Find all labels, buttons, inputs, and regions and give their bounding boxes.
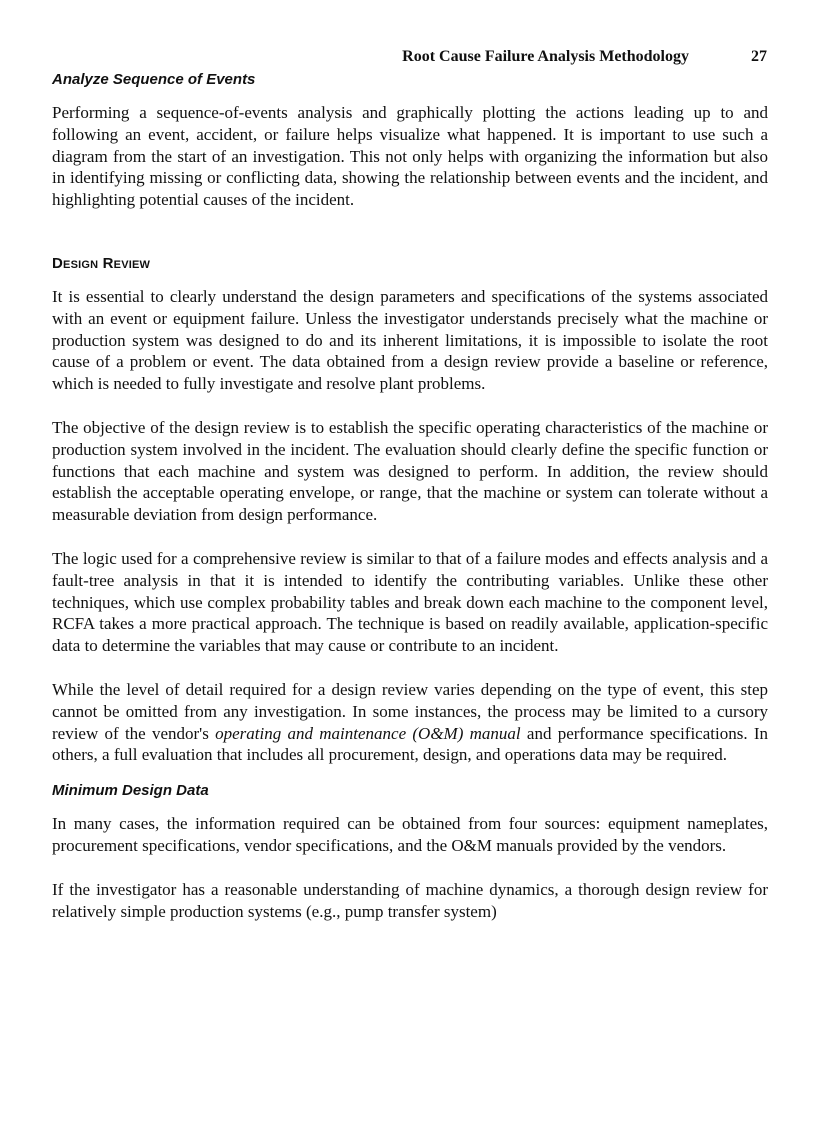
heading-design-review: Design Review	[52, 254, 151, 272]
paragraph-sequence: Performing a sequence-of-events analysis and graphically plotting the actions leading up to and following an event, accident, or failure helps visualize what happened. It is important to use such a diagram from the start of an investigation. This not only helps with organizing the information but also in identifying missing or conflicting data, showing the relationship between events and the incident, and highlighting potential causes of the incident.	[52, 103, 768, 210]
paragraph-design-review-4	[52, 679, 768, 766]
paragraph-minimum-design-data-2: If the investigator has a reasonable understanding of machine dynamics, a thorough design review for relatively simple production systems (e.g., pump transfer system)	[52, 879, 768, 921]
paragraph-design-review-1: It is essential to clearly understand the design parameters and specifications of the systems associated with an event or equipment failure. Unless the investigator understands precisely what the machine or production system was designed to do and its inherent limitations, it is impossible to isolate the root cause of a problem or event. The data obtained from a design review provide a baseline or reference, which is needed to fully investigate and resolve plant problems.	[52, 286, 768, 394]
running-header	[52, 46, 768, 70]
chapter-title: Root Cause Failure Analysis Methodology	[402, 48, 689, 65]
paragraph-design-review-4-start: While the level of detail required for a design review varies depending on the type of event, this step cannot be omitted from any investigation. In some instances, the process may be limited to a cursory review of the vendor's	[52, 679, 768, 743]
heading-analyze-sequence: Analyze Sequence of Events	[52, 71, 256, 88]
heading-minimum-design-data: Minimum Design Data	[52, 782, 209, 800]
page-number: 27	[751, 48, 767, 65]
paragraph-minimum-design-data-1: In many cases, the information required can be obtained from four sources: equipment nameplates, procurement specifications, vendor specifications, and the O&M manuals provided by the vendors.	[52, 814, 768, 855]
paragraph-design-review-2: The objective of the design review is to establish the specific operating characteristics of the machine or production system involved in the incident. The evaluation should clearly define the specific function or functions that each machine and system was designed to perform. In addition, the review should establish the acceptable operating envelope, or range, that the machine or system can tolerate without a measurable deviation from design performance.	[52, 417, 768, 525]
paragraph-design-review-3: The logic used for a comprehensive review is similar to that of a failure modes and effects analysis and a fault-tree analysis in that it is intended to identify the contributing variables. Unlike these other techniques, which use complex probability tables and break down each machine to the component level, RCFA takes a more practical approach. The technique is based on readily available, application-specific data to determine the variables that may cause or contribute to an incident.	[52, 548, 768, 656]
om-manual-emphasis: operating and maintenance (O&M) manual	[215, 723, 521, 743]
paragraph-design-review-4-end: and performance specifications. In others, a full evaluation that includes all procurement, design, and operations data may be required.	[52, 723, 769, 765]
document-page	[52, 46, 768, 922]
